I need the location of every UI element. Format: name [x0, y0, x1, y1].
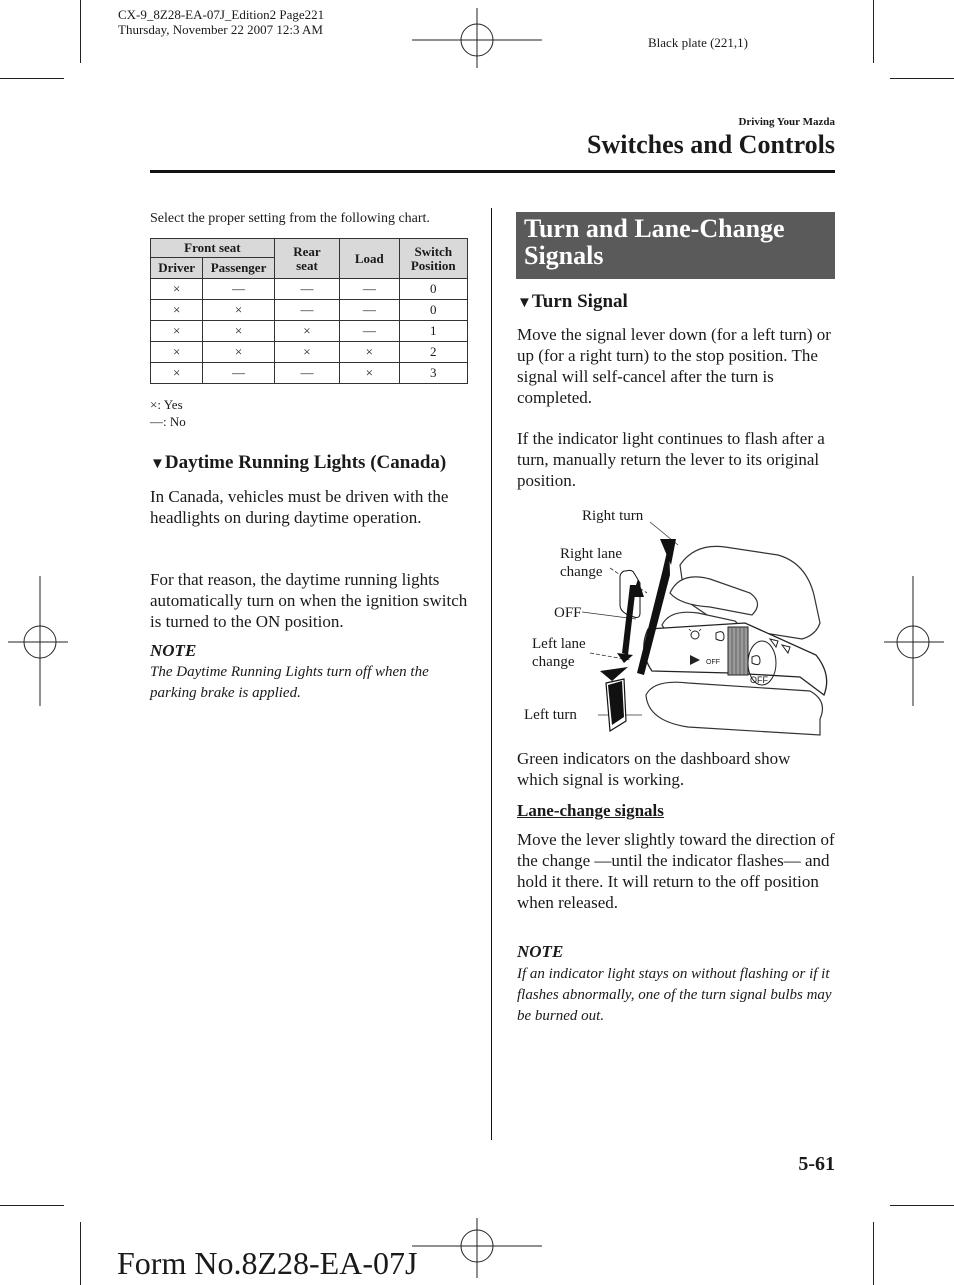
table-cell: × — [274, 342, 339, 363]
th-switch-position: Switch Position — [399, 239, 467, 279]
drl-paragraph-1: In Canada, vehicles must be driven with the headlights on during daytime operation. — [150, 487, 449, 527]
table-cell: × — [274, 321, 339, 342]
table-row — [151, 321, 468, 342]
legend-no: —: No — [150, 414, 186, 429]
label-left-lane-change: Left lane change — [532, 636, 586, 670]
table-cell: × — [203, 321, 274, 342]
triangle-down-icon: ▼ — [150, 456, 165, 472]
label-right-turn: Right turn — [582, 508, 644, 524]
table-cell: 3 — [399, 363, 467, 384]
section-label: Driving Your Mazda — [738, 116, 835, 128]
print-info — [118, 7, 324, 37]
registration-mark-bottom — [412, 1218, 542, 1278]
switch-off-marking-1: OFF — [706, 659, 720, 666]
turn-paragraph-1: Move the signal lever down (for a left turn) or up (for a right turn) to the stop position. The signal will self-cancel after the turn is completed. — [517, 325, 831, 407]
print-info-line1: CX-9_8Z28-EA-07J_Edition2 Page221 — [118, 7, 325, 22]
lane-change-heading: Lane-change signals — [517, 801, 664, 820]
table-row — [151, 363, 468, 384]
table-cell: 1 — [399, 321, 467, 342]
registration-mark-right — [884, 576, 944, 706]
turn-signal-figure — [520, 505, 835, 745]
table-cell: — — [203, 279, 274, 300]
drl-heading: ▼Daytime Running Lights (Canada) — [150, 452, 447, 473]
table-cell: 0 — [399, 279, 467, 300]
table-cell: × — [151, 279, 203, 300]
switch-off-marking-2: OFF — [750, 675, 768, 685]
page-title: Switches and Controls — [586, 130, 835, 159]
table-cell: — — [274, 363, 339, 384]
table-cell: — — [203, 363, 274, 384]
drl-note-heading: NOTE — [150, 641, 197, 660]
header-rule — [150, 170, 835, 173]
turn-note-text: If an indicator light stays on without flashing or if it flashes abnormally, one of the turn signal bulbs may be burned out. — [517, 966, 832, 1024]
drl-note-text: The Daytime Running Lights turn off when the parking brake is applied. — [150, 664, 429, 701]
chart-intro: Select the proper setting from the following chart. — [150, 211, 430, 226]
turn-note-heading: NOTE — [517, 942, 564, 961]
column-divider — [491, 208, 492, 1140]
table-cell: — — [340, 300, 399, 321]
table-cell: — — [340, 321, 399, 342]
table-cell: × — [151, 300, 203, 321]
table-cell: — — [274, 279, 339, 300]
table-cell: × — [151, 342, 203, 363]
banner-title: Turn and Lane-Change Signals — [524, 214, 785, 270]
green-indicator-paragraph: Green indicators on the dashboard show which signal is working. — [517, 749, 791, 789]
th-driver: Driver — [151, 258, 203, 279]
turn-signal-heading: ▼Turn Signal — [517, 291, 628, 312]
table-cell: × — [151, 321, 203, 342]
th-rear-seat: Rear seat — [274, 239, 339, 279]
registration-mark-top — [412, 8, 542, 68]
table-legend — [150, 396, 186, 430]
drl-paragraph-2: For that reason, the daytime running lights automatically turn on when the ignition switch is turned to the ON position. — [150, 570, 468, 631]
th-front-seat: Front seat — [151, 239, 275, 258]
label-right-lane-change: Right lane change — [560, 546, 623, 580]
table-cell: × — [203, 342, 274, 363]
table-row — [151, 342, 468, 363]
table-cell: — — [340, 279, 399, 300]
turn-paragraph-2: If the indicator light continues to flash after a turn, manually return the lever to its original position. — [517, 429, 825, 490]
table-row — [151, 300, 468, 321]
table-cell: 0 — [399, 300, 467, 321]
th-passenger: Passenger — [203, 258, 274, 279]
section-banner — [516, 212, 835, 279]
form-number: Form No.8Z28-EA-07J — [117, 1245, 418, 1281]
lane-change-paragraph: Move the lever slightly toward the direction of the change ―until the indicator flashes― and hold it there. It will return to the off position when released. — [517, 830, 835, 912]
table-cell: × — [340, 342, 399, 363]
table-cell: — — [274, 300, 339, 321]
plate-info: Black plate (221,1) — [648, 35, 748, 50]
triangle-down-icon: ▼ — [517, 295, 532, 311]
table-cell: × — [151, 363, 203, 384]
table-cell: × — [203, 300, 274, 321]
table-row — [151, 279, 468, 300]
th-load: Load — [340, 239, 399, 279]
registration-mark-left — [8, 576, 68, 706]
label-off: OFF — [554, 605, 582, 621]
switch-position-table — [150, 238, 468, 384]
print-info-line2: Thursday, November 22 2007 12:3 AM — [118, 22, 323, 37]
label-left-turn: Left turn — [524, 707, 577, 723]
page-number: 5-61 — [798, 1153, 835, 1175]
legend-yes: ×: Yes — [150, 397, 183, 412]
table-cell: 2 — [399, 342, 467, 363]
table-cell: × — [340, 363, 399, 384]
